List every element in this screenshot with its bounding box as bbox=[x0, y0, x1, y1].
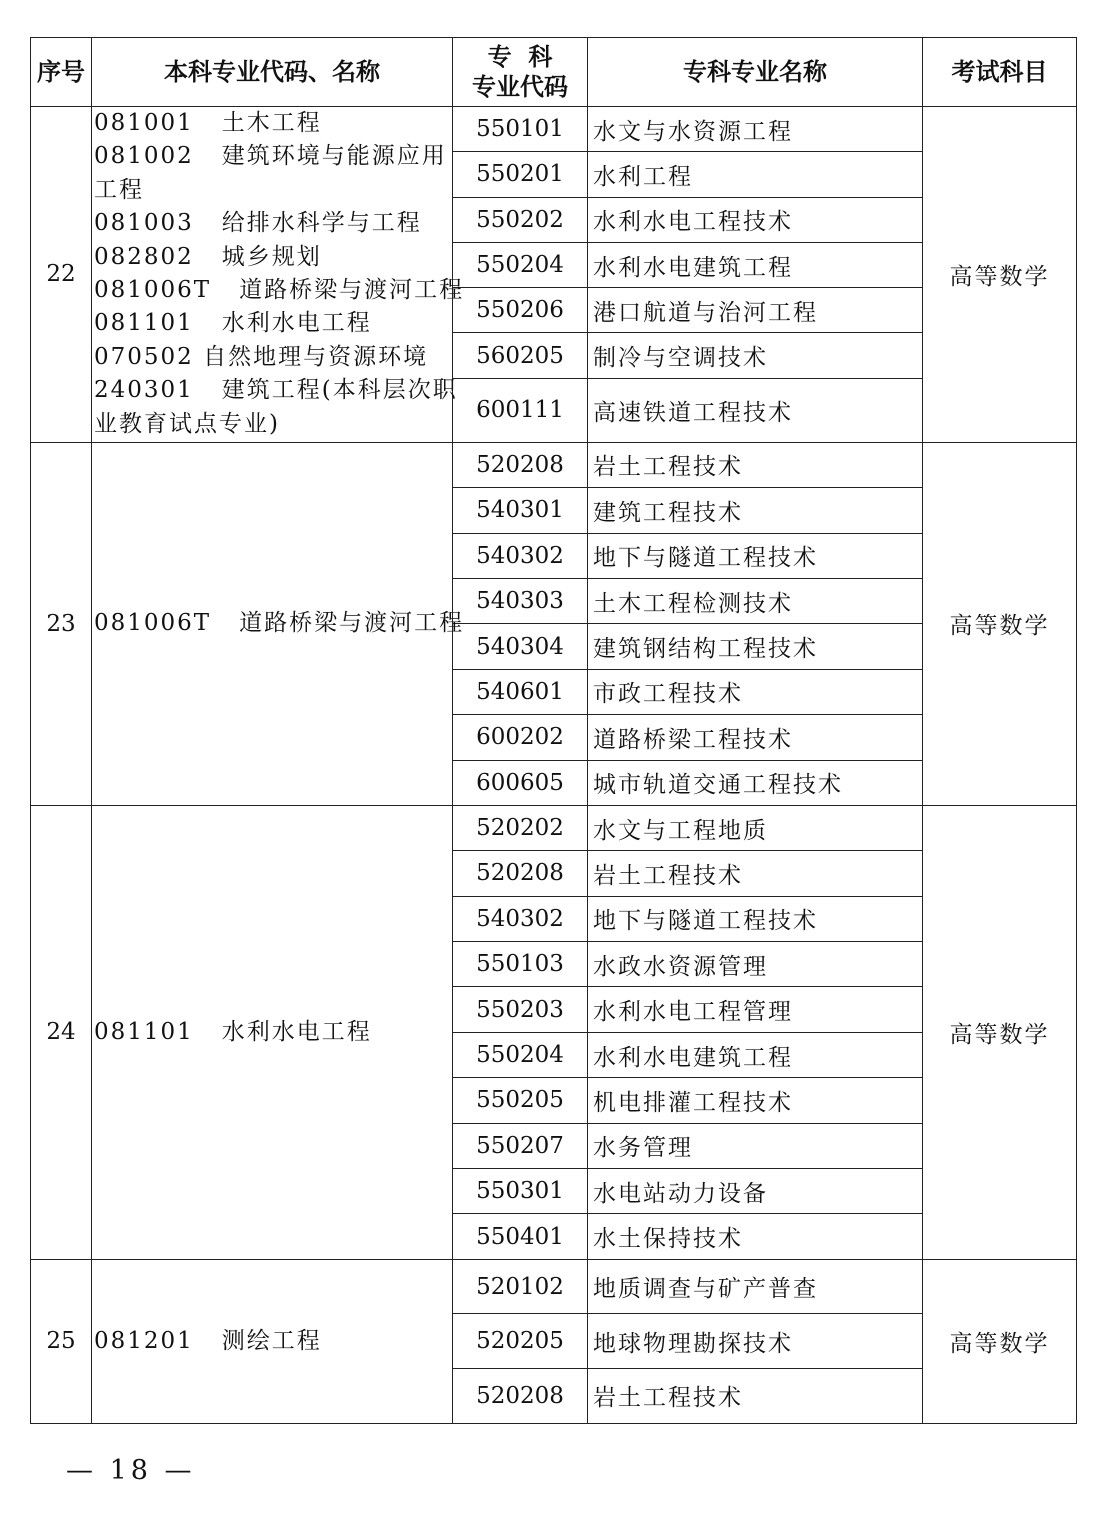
zhuanke-code-cell: 520208 bbox=[453, 442, 588, 487]
zhuanke-code-cell: 550201 bbox=[453, 152, 588, 197]
table-row bbox=[31, 805, 1077, 850]
zhuanke-code-cell: 600202 bbox=[453, 715, 588, 760]
header-zhuanke-name: 专科专业名称 bbox=[588, 38, 923, 107]
zhuanke-name-cell: 城市轨道交通工程技术 bbox=[588, 760, 923, 805]
zhuanke-name-cell: 水利水电工程管理 bbox=[588, 987, 923, 1032]
benke-major-line: 081006T 道路桥梁与渡河工程 bbox=[94, 277, 465, 304]
header-exam: 考试科目 bbox=[923, 38, 1077, 107]
exam-subject-cell: 高等数学 bbox=[923, 107, 1077, 443]
header-seq: 序号 bbox=[31, 38, 92, 107]
header-zhuanke-code-line2: 专业代码 bbox=[472, 73, 568, 101]
zhuanke-name-cell: 机电排灌工程技术 bbox=[588, 1078, 923, 1123]
header-benke: 本科专业代码、名称 bbox=[92, 38, 453, 107]
benke-major-line: 081001 土木工程 bbox=[94, 110, 322, 136]
zhuanke-name-cell: 水土保持技术 bbox=[588, 1214, 923, 1259]
zhuanke-name-cell: 岩土工程技术 bbox=[588, 851, 923, 896]
zhuanke-code-cell: 520208 bbox=[453, 1369, 588, 1424]
zhuanke-name-cell: 地球物理勘探技术 bbox=[588, 1314, 923, 1369]
zhuanke-code-cell: 550103 bbox=[453, 942, 588, 987]
zhuanke-code-cell: 550203 bbox=[453, 987, 588, 1032]
benke-major-line: 081101 水利水电工程 bbox=[94, 310, 372, 337]
seq-cell: 25 bbox=[31, 1259, 92, 1423]
major-table-container bbox=[30, 37, 1076, 1424]
zhuanke-code-cell: 550205 bbox=[453, 1078, 588, 1123]
benke-major-line: 081101 水利水电工程 bbox=[94, 1018, 372, 1045]
zhuanke-code-cell: 540601 bbox=[453, 669, 588, 714]
zhuanke-name-cell: 岩土工程技术 bbox=[588, 442, 923, 487]
zhuanke-code-cell: 520208 bbox=[453, 851, 588, 896]
zhuanke-name-cell: 高速铁道工程技术 bbox=[588, 378, 923, 442]
benke-major-line: 081002 建筑环境与能源应用 bbox=[94, 143, 447, 170]
zhuanke-name-cell: 水利水电建筑工程 bbox=[588, 242, 923, 287]
zhuanke-name-cell: 水利水电建筑工程 bbox=[588, 1032, 923, 1077]
zhuanke-code-cell: 520205 bbox=[453, 1314, 588, 1369]
zhuanke-code-cell: 550206 bbox=[453, 288, 588, 333]
zhuanke-code-cell: 550401 bbox=[453, 1214, 588, 1259]
zhuanke-name-cell: 水文与工程地质 bbox=[588, 805, 923, 850]
zhuanke-name-cell: 建筑钢结构工程技术 bbox=[588, 624, 923, 669]
benke-major-line: 081003 给排水科学与工程 bbox=[94, 210, 422, 237]
zhuanke-code-cell: 540302 bbox=[453, 533, 588, 578]
zhuanke-name-cell: 土木工程检测技术 bbox=[588, 578, 923, 623]
benke-major-line: 081201 测绘工程 bbox=[94, 1327, 322, 1354]
major-table bbox=[30, 37, 1077, 1424]
zhuanke-name-cell: 水利工程 bbox=[588, 152, 923, 197]
benke-major-cell bbox=[92, 442, 465, 805]
exam-subject-cell: 高等数学 bbox=[923, 1259, 1077, 1423]
zhuanke-name-cell: 地下与隧道工程技术 bbox=[588, 896, 923, 941]
exam-subject-cell: 高等数学 bbox=[923, 805, 1077, 1259]
zhuanke-code-cell: 560205 bbox=[453, 333, 588, 378]
zhuanke-name-cell: 水利水电工程技术 bbox=[588, 197, 923, 242]
table-row bbox=[31, 107, 1077, 152]
zhuanke-name-cell: 制冷与空调技术 bbox=[588, 333, 923, 378]
benke-major-line: 070502 自然地理与资源环境 bbox=[94, 343, 429, 370]
zhuanke-code-cell: 520102 bbox=[453, 1259, 588, 1314]
zhuanke-code-cell: 550101 bbox=[453, 107, 588, 152]
page-number: — 18 — bbox=[66, 1455, 196, 1486]
benke-major-line: 082802 城乡规划 bbox=[94, 243, 322, 270]
benke-major-cell bbox=[92, 805, 453, 1259]
benke-major-line: 业教育试点专业) bbox=[94, 410, 280, 437]
zhuanke-code-cell: 600605 bbox=[453, 760, 588, 805]
zhuanke-code-cell: 550202 bbox=[453, 197, 588, 242]
zhuanke-code-cell: 550301 bbox=[453, 1169, 588, 1214]
zhuanke-name-cell: 地质调查与矿产普查 bbox=[588, 1259, 923, 1314]
table-row bbox=[31, 1259, 1077, 1314]
zhuanke-code-cell: 540303 bbox=[453, 578, 588, 623]
seq-cell: 24 bbox=[31, 805, 92, 1259]
benke-major-line: 081006T 道路桥梁与渡河工程 bbox=[94, 610, 465, 637]
zhuanke-name-cell: 建筑工程技术 bbox=[588, 488, 923, 533]
zhuanke-code-cell: 540304 bbox=[453, 624, 588, 669]
zhuanke-code-cell: 520202 bbox=[453, 805, 588, 850]
seq-cell: 23 bbox=[31, 442, 92, 805]
zhuanke-code-cell: 550204 bbox=[453, 242, 588, 287]
zhuanke-code-cell: 550207 bbox=[453, 1123, 588, 1168]
zhuanke-name-cell: 市政工程技术 bbox=[588, 669, 923, 714]
zhuanke-name-cell: 港口航道与治河工程 bbox=[588, 288, 923, 333]
zhuanke-code-cell: 550204 bbox=[453, 1032, 588, 1077]
exam-subject-cell: 高等数学 bbox=[923, 442, 1077, 805]
seq-cell: 22 bbox=[31, 107, 92, 443]
table-header-row bbox=[31, 38, 1077, 107]
zhuanke-name-cell: 岩土工程技术 bbox=[588, 1369, 923, 1424]
table-body bbox=[31, 107, 1077, 1424]
benke-major-cell bbox=[92, 107, 465, 443]
zhuanke-name-cell: 水政水资源管理 bbox=[588, 942, 923, 987]
zhuanke-code-cell: 600111 bbox=[453, 378, 588, 442]
zhuanke-code-cell: 540301 bbox=[453, 488, 588, 533]
zhuanke-name-cell: 水务管理 bbox=[588, 1123, 923, 1168]
table-row bbox=[31, 442, 1077, 487]
header-zhuanke-code bbox=[453, 38, 588, 107]
zhuanke-name-cell: 地下与隧道工程技术 bbox=[588, 533, 923, 578]
header-zhuanke-code-line1: 专 科 bbox=[487, 43, 553, 71]
zhuanke-name-cell: 道路桥梁工程技术 bbox=[588, 715, 923, 760]
zhuanke-name-cell: 水文与水资源工程 bbox=[588, 107, 923, 152]
benke-major-line: 240301 建筑工程(本科层次职 bbox=[94, 377, 458, 404]
benke-major-line: 工程 bbox=[94, 176, 144, 203]
benke-major-cell bbox=[92, 1259, 453, 1423]
zhuanke-code-cell: 540302 bbox=[453, 896, 588, 941]
zhuanke-name-cell: 水电站动力设备 bbox=[588, 1169, 923, 1214]
